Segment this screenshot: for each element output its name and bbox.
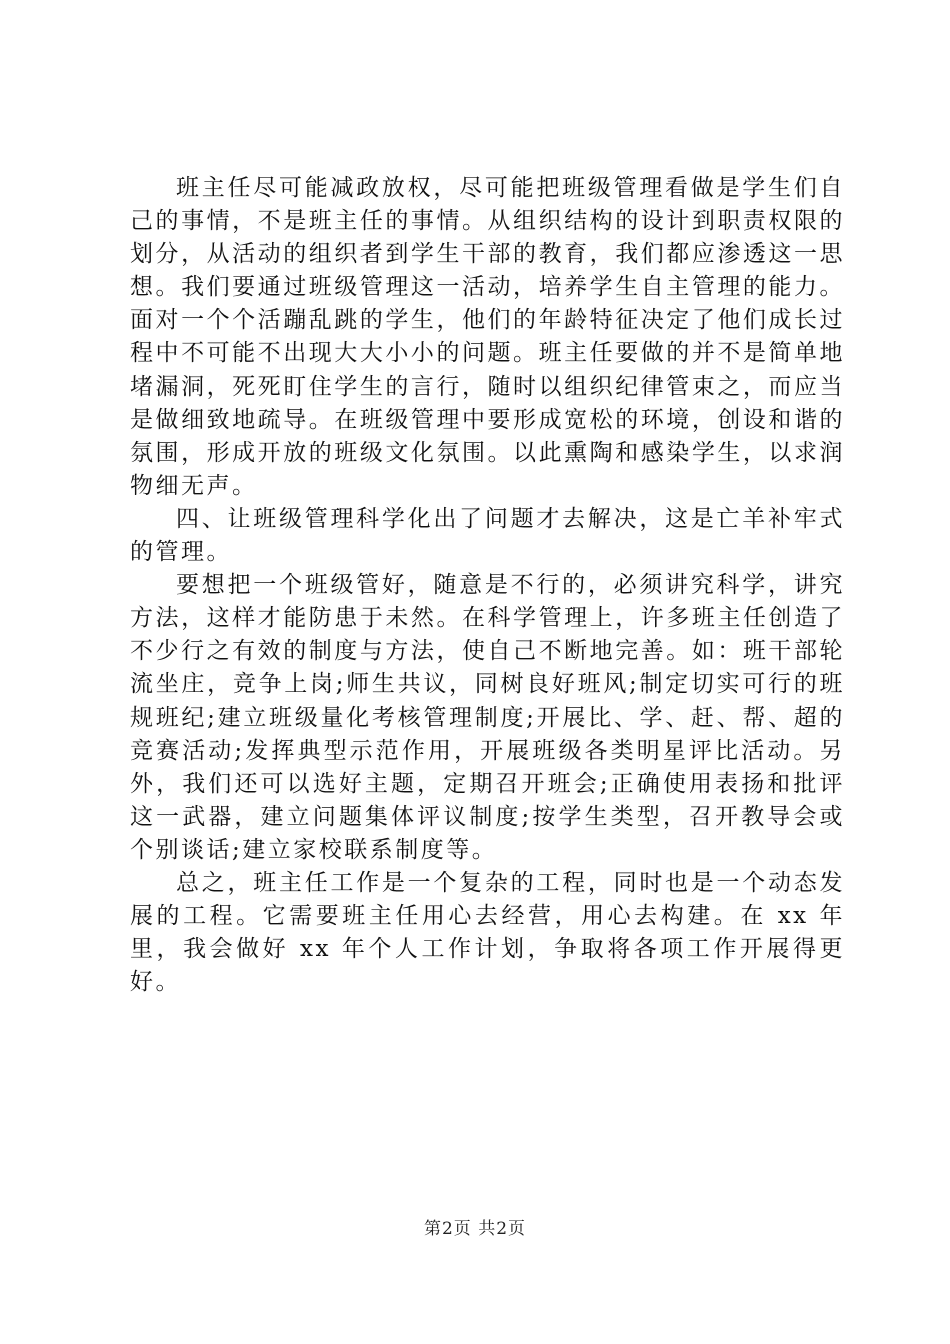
paragraph-3: 要想把一个班级管好，随意是不行的，必须讲究科学，讲究方法，这样才能防患于未然。在科学管理上，许多班主任创造了不少行之有效的制度与方法，使自己不断地完善。如：班干部轮流坐庄，竞争上岗;师生共议，同树良好班风;制定切实可行的班规班纪;建立班级量化考核管理制度;开展比、学、赶、帮、超的竞赛活动;发挥典型示范作用，开展班级各类明星评比活动。另外，我们还可以选好主题，定期召开班会;正确使用表扬和批评这一武器，建立问题集体评议制度;按学生类型，召开教导会或个别谈话;建立家校联系制度等。: [130, 572, 845, 863]
paragraph-4: 总之，班主任工作是一个复杂的工程，同时也是一个动态发展的工程。它需要班主任用心去经营，用心去构建。在 xx 年里，我会做好 xx 年个人工作计划，争取将各项工作开展得更好。: [130, 869, 845, 996]
document-body: [130, 172, 845, 999]
page-footer: 第2页 共2页: [423, 1219, 527, 1239]
paragraph-2-heading: 四、让班级管理科学化出了问题才去解决，这是亡羊补牢式的管理。: [130, 505, 845, 566]
paragraph-1: 班主任尽可能减政放权，尽可能把班级管理看做是学生们自己的事情，不是班主任的事情。从组织结构的设计到职责权限的划分，从活动的组织者到学生干部的教育，我们都应渗透这一思想。我们要通过班级管理这一活动，培养学生自主管理的能力。面对一个个活蹦乱跳的学生，他们的年龄特征决定了他们成长过程中不可能不出现大大小小的问题。班主任要做的并不是简单地堵漏洞，死死盯住学生的言行，随时以组织纪律管束之，而应当是做细致地疏导。在班级管理中要形成宽松的环境，创设和谐的氛围，形成开放的班级文化氛围。以此熏陶和感染学生，以求润物细无声。: [130, 175, 845, 499]
